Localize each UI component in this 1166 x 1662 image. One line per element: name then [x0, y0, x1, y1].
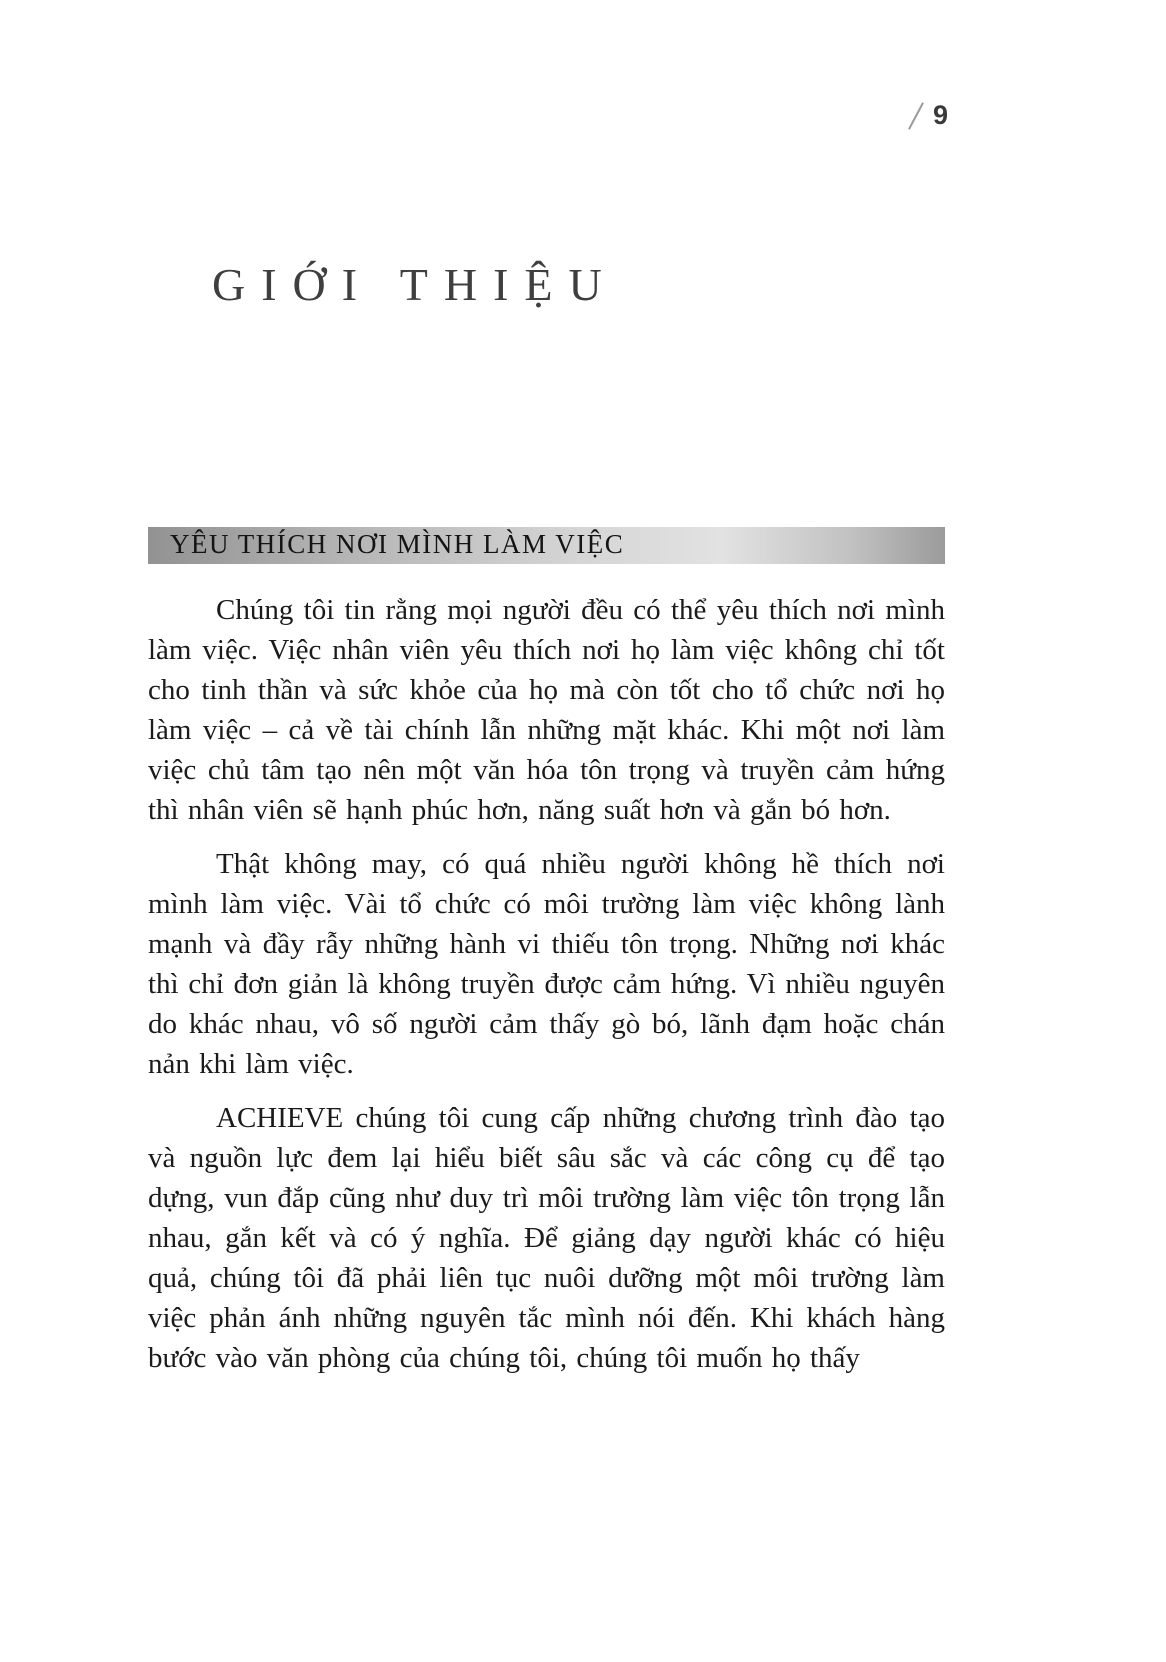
paragraph-2: Thật không may, có quá nhiều người không hề thích nơi mình làm việc. Vài tổ chức có môi trường làm việc không lành mạnh và đầy rẫy những hành vi thiếu tôn trọng. Những nơi khác thì chỉ đơn giản là không truyền được cảm hứng. Vì nhiều nguyên do khác nhau, vô số người cảm thấy gò bó, lãnh đạm hoặc chán nản khi làm việc. — [148, 848, 945, 1080]
paragraph-1: Chúng tôi tin rằng mọi người đều có thể yêu thích nơi mình làm việc. Việc nhân viên yêu thích nơi họ làm việc không chỉ tốt cho tinh thần và sức khỏe của họ mà còn tốt cho tổ chức nơi họ làm việc – cả về tài chính lẫn những mặt khác. Khi một nơi làm việc chủ tâm tạo nên một văn hóa tôn trọng và truyền cảm hứng thì nhân viên sẽ hạnh phúc hơn, năng suất hơn và gắn bó hơn. — [148, 594, 945, 826]
chapter-title: GIỚI THIỆU — [212, 259, 618, 310]
section-header-title: YÊU THÍCH NƠI MÌNH LÀM VIỆC — [170, 529, 625, 559]
section-header-bar — [148, 527, 945, 564]
body-text-block — [148, 590, 945, 1392]
page-number-block — [915, 100, 948, 131]
page-number: 9 — [932, 100, 948, 130]
slash-divider-icon — [908, 102, 924, 129]
paragraph-3: ACHIEVE chúng tôi cung cấp những chương trình đào tạo và nguồn lực đem lại hiểu biết sâu sắc và các công cụ để tạo dựng, vun đắp cũng như duy trì môi trường làm việc tôn trọng lẫn nhau, gắn kết và có ý nghĩa. Để giảng dạy người khác có hiệu quả, chúng tôi đã phải liên tục nuôi dưỡng một môi trường làm việc phản ánh những nguyên tắc mình nói đến. Khi khách hàng bước vào văn phòng của chúng tôi, chúng tôi muốn họ thấy — [148, 1102, 945, 1374]
